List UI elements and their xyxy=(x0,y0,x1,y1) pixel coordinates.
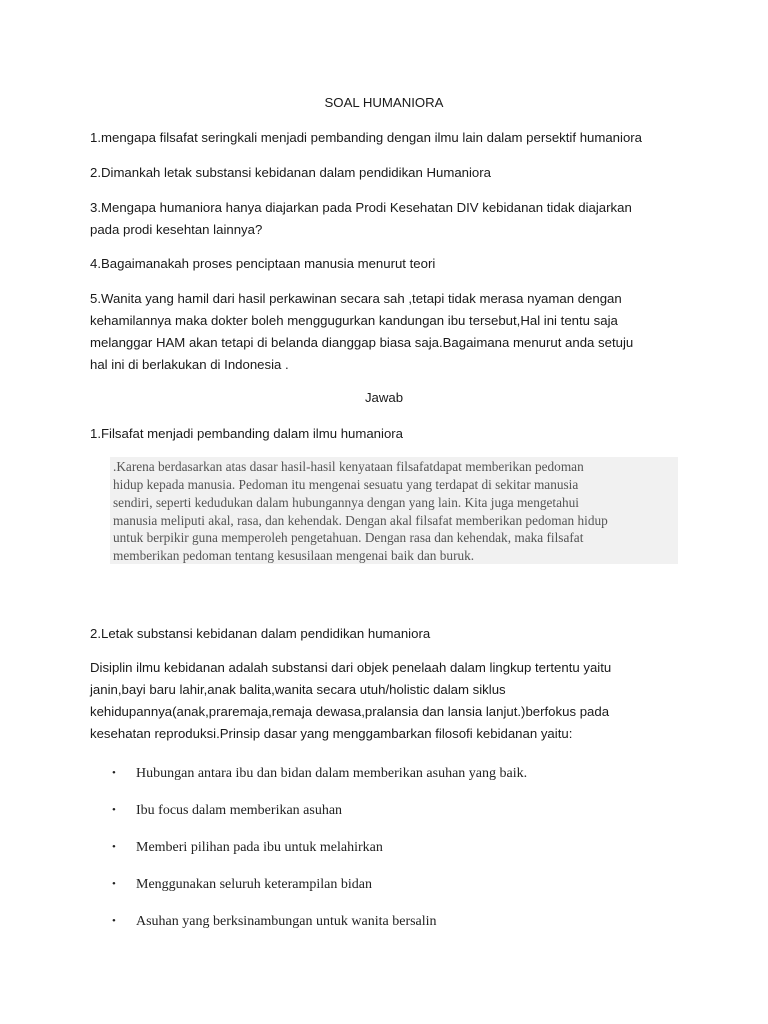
answer-1-quote-line: untuk berpikir guna memperoleh pengetahuan. Dengan rasa dan kehendak, maka filsafat xyxy=(113,530,584,545)
bullet-icon: • xyxy=(112,878,116,890)
answer-heading: Jawab xyxy=(364,390,404,405)
list-item-text: Memberi pilihan pada ibu untuk melahirkan xyxy=(136,840,383,855)
answer-1-quote-line: manusia meliputi akal, rasa, dan kehendak. Dengan akal filsafat memberikan pedoman hidup xyxy=(113,513,608,528)
answer-1-quote-line: hidup kepada manusia. Pedoman itu mengenai sesuatu yang terdapat di sekitar manusia xyxy=(113,477,579,492)
list-item xyxy=(112,837,383,858)
list-item xyxy=(112,874,372,895)
list-item-text: Ibu focus dalam memberikan asuhan xyxy=(136,803,343,818)
list-item-text: Asuhan yang berksinambungan untuk wanita bersalin xyxy=(136,914,437,929)
bullet-icon: • xyxy=(112,841,116,853)
question-1: 1.mengapa filsafat seringkali menjadi pembanding dengan ilmu lain dalam persektif humaniora xyxy=(90,130,643,145)
question-3-line-1: 3.Mengapa humaniora hanya diajarkan pada Prodi Kesehatan DIV kebidanan tidak diajarkan xyxy=(90,200,632,215)
question-5-line-1: 5.Wanita yang hamil dari hasil perkawinan secara sah ,tetapi tidak merasa nyaman dengan xyxy=(90,291,622,306)
question-5-line-3: melanggar HAM akan tetapi di belanda dianggap biasa saja.Bagaimana menurut anda setuju xyxy=(90,335,634,350)
question-5-line-2: kehamilannya maka dokter boleh menggugurkan kandungan ibu tersebut,Hal ini tentu saja xyxy=(90,313,618,328)
question-5-line-4: hal ini di berlakukan di Indonesia . xyxy=(90,357,289,372)
bullet-icon: • xyxy=(112,767,116,779)
question-4: 4.Bagaimanakah proses penciptaan manusia menurut teori xyxy=(90,256,436,271)
answer-1-quote-line: memberikan pedoman tentang kesusilaan mengenai baik dan buruk. xyxy=(113,548,475,563)
list-item xyxy=(112,763,527,784)
answer-2-heading: 2.Letak substansi kebidanan dalam pendidikan humaniora xyxy=(90,626,431,641)
answer-1-heading: 1.Filsafat menjadi pembanding dalam ilmu humaniora xyxy=(90,426,404,441)
answer-1-quote-line: .Karena berdasarkan atas dasar hasil-hasil kenyataan filsafatdapat memberikan pedoman xyxy=(113,459,584,474)
list-item xyxy=(112,911,437,932)
list-item-text: Menggunakan seluruh keterampilan bidan xyxy=(136,877,372,892)
question-2: 2.Dimankah letak substansi kebidanan dalam pendidikan Humaniora xyxy=(90,165,491,180)
answer-2-paragraph-line: kesehatan reproduksi.Prinsip dasar yang menggambarkan filosofi kebidanan yaitu: xyxy=(90,726,573,741)
answer-2-paragraph-line: Disiplin ilmu kebidanan adalah substansi dari objek penelaah dalam lingkup tertentu yaitu xyxy=(90,660,612,675)
bullet-icon: • xyxy=(112,804,116,816)
answer-2-paragraph-line: janin,bayi baru lahir,anak balita,wanita secara utuh/holistic dalam siklus xyxy=(90,682,506,697)
answer-2-paragraph-line: kehidupannya(anak,praremaja,remaja dewasa,pralansia dan lansia lanjut.)berfokus pada xyxy=(90,704,610,719)
list-item xyxy=(112,800,342,821)
document-title: SOAL HUMANIORA xyxy=(324,95,444,110)
bullet-icon: • xyxy=(112,915,116,927)
list-item-text: Hubungan antara ibu dan bidan dalam memberikan asuhan yang baik. xyxy=(136,766,528,781)
answer-1-quote-line: sendiri, seperti kedudukan dalam hubungannya dengan yang lain. Kita juga mengetahui xyxy=(113,495,579,510)
question-3-line-2: pada prodi kesehtan lainnya? xyxy=(90,222,263,237)
